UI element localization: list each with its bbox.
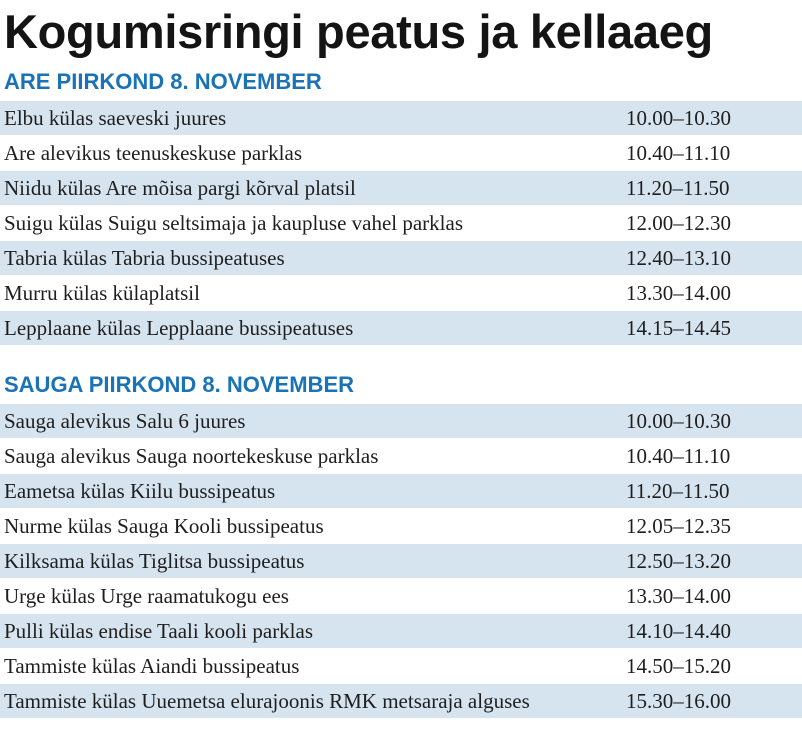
stop-name: Tammiste külas Aiandi bussipeatus xyxy=(4,654,300,678)
schedule-table-sauga xyxy=(0,404,802,719)
table-row xyxy=(0,509,802,544)
stop-time: 12.00–12.30 xyxy=(626,211,731,235)
stop-time: 12.50–13.20 xyxy=(626,549,731,573)
stop-name: Sauga alevikus Sauga noortekeskuse parklas xyxy=(4,444,379,468)
stop-name: Kilksama külas Tiglitsa bussipeatus xyxy=(4,549,305,573)
table-row xyxy=(0,614,802,649)
stop-time: 11.20–11.50 xyxy=(626,479,730,503)
page-title: Kogumisringi peatus ja kellaaeg xyxy=(4,5,713,58)
stop-time: 14.10–14.40 xyxy=(626,619,731,643)
stop-name: Sauga alevikus Salu 6 juures xyxy=(4,409,246,433)
section-heading-sauga: SAUGA PIIRKOND 8. NOVEMBER xyxy=(4,372,355,397)
table-row xyxy=(0,684,802,719)
stop-name: Pulli külas endise Taali kooli parklas xyxy=(4,619,314,643)
stop-name: Are alevikus teenuskeskuse parklas xyxy=(4,141,302,165)
table-row xyxy=(0,474,802,509)
stop-time: 15.30–16.00 xyxy=(626,689,731,713)
stop-name: Eametsa külas Kiilu bussipeatus xyxy=(4,479,276,503)
stop-time: 14.15–14.45 xyxy=(626,316,731,340)
stop-name: Urge külas Urge raamatukogu ees xyxy=(4,584,289,608)
stop-time: 13.30–14.00 xyxy=(626,281,731,305)
stop-time: 11.20–11.50 xyxy=(626,176,730,200)
stop-name: Niidu külas Are mõisa pargi kõrval platsil xyxy=(4,176,356,200)
stop-time: 10.00–10.30 xyxy=(626,409,731,433)
stop-name: Tammiste külas Uuemetsa elurajoonis RMK metsaraja alguses xyxy=(4,689,530,713)
table-row xyxy=(0,171,802,206)
stop-time: 10.40–11.10 xyxy=(626,141,731,165)
section-heading-are: ARE PIIRKOND 8. NOVEMBER xyxy=(4,69,322,94)
stop-name: Suigu külas Suigu seltsimaja ja kaupluse vahel parklas xyxy=(4,211,464,235)
stop-name: Tabria külas Tabria bussipeatuses xyxy=(4,246,285,270)
table-row xyxy=(0,101,802,136)
stop-name: Murru külas külaplatsil xyxy=(4,281,200,305)
stop-time: 12.40–13.10 xyxy=(626,246,731,270)
stop-time: 14.50–15.20 xyxy=(626,654,731,678)
table-row xyxy=(0,206,802,241)
stop-time: 10.00–10.30 xyxy=(626,106,731,130)
stop-time: 13.30–14.00 xyxy=(626,584,731,608)
table-row xyxy=(0,579,802,614)
table-row xyxy=(0,241,802,276)
stop-name: Elbu külas saeveski juures xyxy=(4,106,227,130)
stop-time: 12.05–12.35 xyxy=(626,514,731,538)
table-row xyxy=(0,136,802,171)
table-row xyxy=(0,439,802,474)
stop-time: 10.40–11.10 xyxy=(626,444,731,468)
table-row xyxy=(0,404,802,439)
schedule-table-are xyxy=(0,101,802,346)
table-row xyxy=(0,649,802,684)
table-row xyxy=(0,276,802,311)
stop-name: Lepplaane külas Lepplaane bussipeatuses xyxy=(4,316,354,340)
stop-name: Nurme külas Sauga Kooli bussipeatus xyxy=(4,514,324,538)
table-row xyxy=(0,544,802,579)
table-row xyxy=(0,311,802,346)
